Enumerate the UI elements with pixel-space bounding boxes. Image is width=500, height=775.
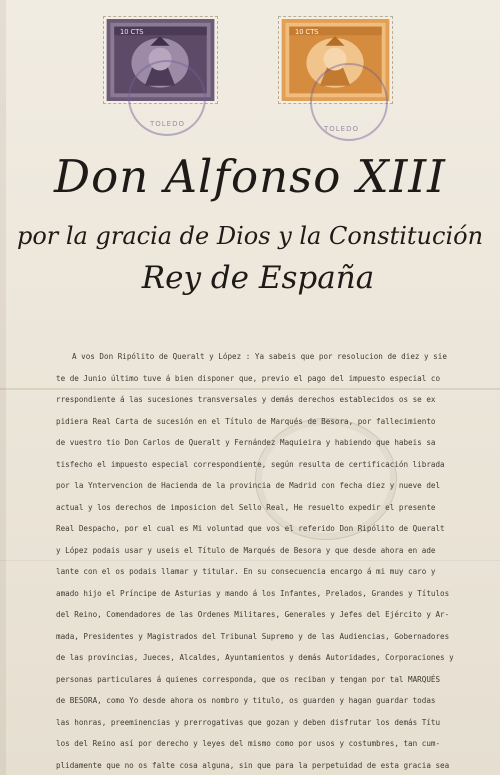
decree-body-line: actual y los derechos de imposicion del Sello Real, He resuelto expedir el presente (56, 502, 436, 512)
decree-body-line: pidiera Real Carta de sucesión en el Título de Marqués de Besora, por fallecimiento (56, 416, 436, 426)
heading-king-title: Rey de España (141, 260, 375, 296)
decree-body-line: A vos Don Ripólito de Queralt y López : Ya sabeis que por resolucion de diez y sie (72, 352, 447, 361)
decree-body-line: mada, Presidentes y Magistrados del Tribunal Supremo y de las Audiencias, Gobernadores (56, 631, 450, 641)
stamp-right-denomination: 10 CTS (294, 27, 319, 36)
decree-body-line: por la Yntervencion de Hacienda de la provincia de Madrid con fecha diez y nueve del (56, 481, 441, 490)
decree-body-line: y López podais usar y useis el Título de Marqués de Besora y que desde ahora en ade (56, 545, 436, 555)
decree-body-line: plidamente que no os falte cosa alguna, sin que para la perpetuidad de esta gracia sea (56, 760, 450, 770)
stamp-left-denomination: 10 CTS (119, 27, 144, 36)
decree-body-line: del Reino, Comendadores de las Ordenes Militares, Generales y Jefes del Ejército y Ar- (56, 610, 450, 619)
decree-body-line: de vuestro tio Don Carlos de Queralt y Fernández Maquieira y habiendo que habeis sa (56, 438, 436, 447)
decree-body-line: personas particulares á quienes corresponda, que os reciban y tengan por tal MARQUÉS (56, 674, 441, 684)
decree-body-line: las honras, preeminencias y prerrogativas que gozan y deben disfrutar los demás Títu (56, 717, 441, 727)
decree-body-line: Real Despacho, por el cual es Mi voluntad que vos el referido Don Ripólito de Queralt (56, 524, 445, 533)
decree-body-line: tisfecho el impuesto especial correspondiente, según resulta de certificación librada (56, 459, 445, 469)
cancellation-text-left: TOLEDO (150, 120, 186, 128)
decree-body-line: de las provincias, Jueces, Alcaldes, Ayuntamientos y demás Autoridades, Corporaciones y (56, 653, 454, 662)
decree-body-line: lante con el os podais llamar y titular. En su consecuencia encargo á mi muy caro y (56, 567, 436, 576)
decree-body-line: de BESORA, como Yo desde ahora os nombro y titulo, os guarden y hagan guardar todas (56, 696, 436, 705)
cancellation-text-right: TOLEDO (324, 125, 360, 133)
decree-body-line: amado hijo el Príncipe de Asturias y mando á los Infantes, Prelados, Grandes y Títulos (56, 588, 450, 598)
decree-body-text (56, 346, 456, 775)
decree-body-line: los del Reino así por derecho y leyes del mismo como por usos y costumbres, tan cum- (56, 739, 441, 748)
heading-king-name: Don Alfonso XIII (54, 150, 446, 203)
decree-body-line: rrespondiente á las sucesiones transversales y demás derechos establecidos os se ex (56, 395, 436, 404)
heading-grace-line: por la gracia de Dios y la Constitución (16, 222, 484, 250)
decree-body-line: te de Junio último tuve á bien disponer que, previo el pago del impuesto especial co (56, 373, 441, 383)
